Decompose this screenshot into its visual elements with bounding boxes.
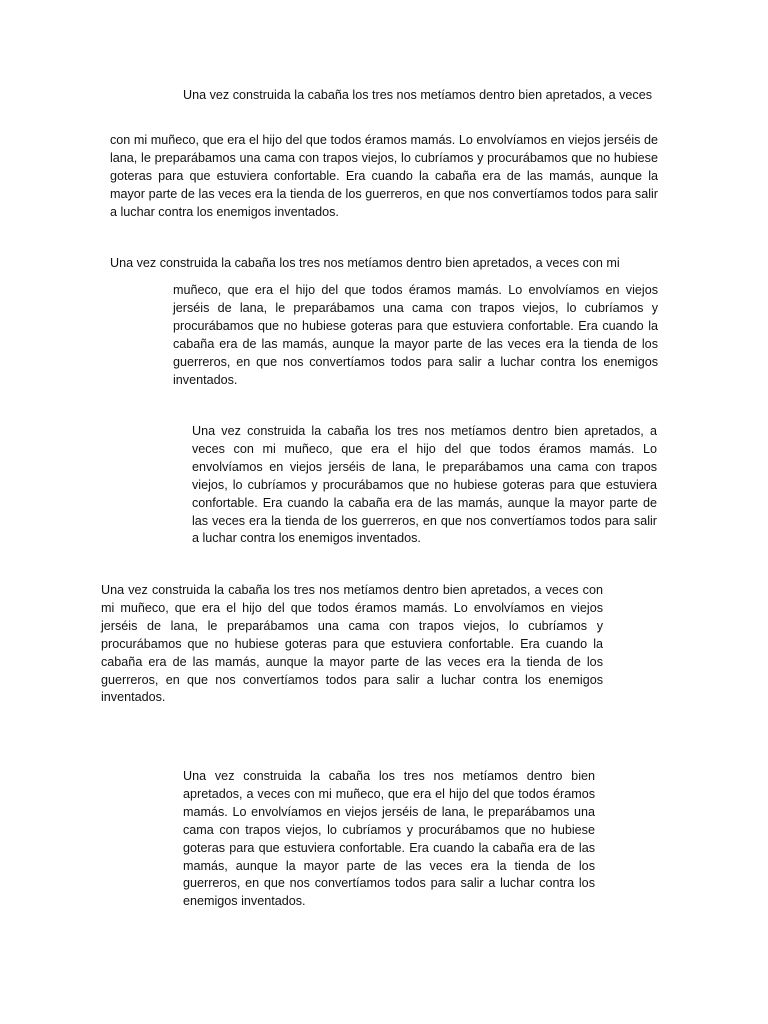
paragraph-1-first-line: Una vez construida la cabaña los tres nos metíamos dentro bien apretados, a veces: [183, 88, 653, 102]
paragraph-1-body: con mi muñeco, que era el hijo del que todos éramos mamás. Lo envolvíamos en viejos jerséis de lana, le preparábamos una cama con trapos viejos, lo cubríamos y procurábamos que no hubiese goteras para que estuviera confortable. Era cuando la cabaña era de las mamás, aunque la mayor parte de las veces era la tienda de los guerreros, en que nos convertíamos todos para salir a luchar contra los enemigos inventados.: [110, 133, 658, 219]
paragraph-3: Una vez construida la cabaña los tres nos metíamos dentro bien apretados, a veces con mi muñeco, que era el hijo del que todos éramos mamás. Lo envolvíamos en viejos jerséis de lana, le preparábamos una cama con trapos viejos, lo cubríamos y procurábamos que no hubiese goteras para que estuviera confortable. Era cuando la cabaña era de las mamás, aunque la mayor parte de las veces era la tienda de los guerreros, en que nos convertíamos todos para salir a luchar contra los enemigos inventados.: [192, 424, 657, 546]
paragraph-4: Una vez construida la cabaña los tres nos metíamos dentro bien apretados, a veces con mi muñeco, que era el hijo del que todos éramos mamás. Lo envolvíamos en viejos jerséis de lana, le preparábamos una cama con trapos viejos, lo cubríamos y procurábamos que no hubiese goteras para que estuviera confortable. Era cuando la cabaña era de las mamás, aunque la mayor parte de las veces era la tienda de los guerreros, en que nos convertíamos todos para salir a luchar contra los enemigos inventados.: [101, 583, 603, 705]
paragraph-5: Una vez construida la cabaña los tres nos metíamos dentro bien apretados, a veces con mi muñeco, que era el hijo del que todos éramos mamás. Lo envolvíamos en viejos jerséis de lana, le preparábamos una cama con trapos viejos, lo cubríamos y procurábamos que no hubiese goteras para que estuviera confortable. Era cuando la cabaña era de las mamás, aunque la mayor parte de las veces era la tienda de los guerreros, en que nos convertíamos todos para salir a luchar contra los enemigos inventados.: [183, 769, 595, 909]
paragraph-2-first-line: Una vez construida la cabaña los tres nos metíamos dentro bien apretados, a veces con mi: [110, 256, 620, 270]
paragraph-2-body: muñeco, que era el hijo del que todos éramos mamás. Lo envolvíamos en viejos jerséis de lana, le preparábamos una cama con trapos viejos, lo cubríamos y procurábamos que no hubiese goteras para que estuviera confortable. Era cuando la cabaña era de las mamás, aunque la mayor parte de las veces era la tienda de los guerreros, en que nos convertíamos todos para salir a luchar contra los enemigos inventados.: [173, 283, 658, 387]
